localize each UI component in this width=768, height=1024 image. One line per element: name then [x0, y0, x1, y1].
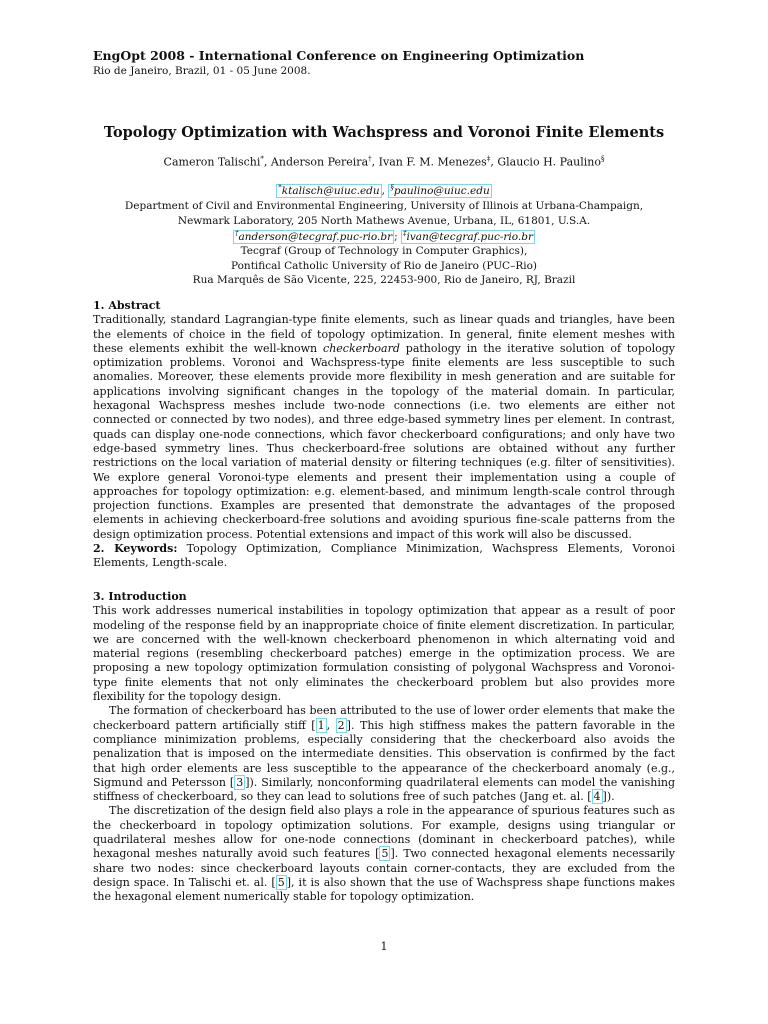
author-mark: ‡ [486, 155, 491, 163]
citation-link[interactable]: 5 [277, 875, 285, 889]
abstract-section [93, 299, 675, 571]
email-link[interactable]: *ktalisch@uiuc.edu [278, 183, 380, 197]
citation-link[interactable]: 5 [381, 847, 389, 861]
author-name: Anderson Pereira [270, 155, 369, 169]
introduction-section [93, 590, 675, 905]
affiliation-line: Rua Marquês de São Vicente, 225, 22453-900, Rio de Janeiro, RJ, Brazil [192, 274, 576, 286]
citation-link[interactable]: 2 [337, 718, 345, 732]
introduction-heading: 3. Introduction [93, 590, 187, 603]
intro-paragraph-1: This work addresses numerical instabilities in topology optimization that appear as a result of poor modeling of the response field by an inappropriate choice of finite element discretization. In particular, we are concerned with the well-known checkerboard phenomenon in which alternating void and material regions (resembling checkerboard patches) emerge in the optimization process. We are proposing a new topology optimization formulation consisting of polygonal Wachspress and Voronoi-type finite elements that not only eliminates the checkerboard problem but also provides more flexibility for the topology design. [93, 604, 675, 704]
intro-paragraph-3: The discretization of the design field also plays a role in the appearance of spurious features such as the checkerboard in topology optimization solutions. For example, designs using triangular or quadrilateral meshes allow for one-node connections (dominant in checkerboard patches), while hexagonal meshes naturally avoid such features [ 5 ]. Two connected hexagonal elements necessarily share two nodes: since checkerboard layouts contain corner-contacts, they are excluded from the design space. In Talischi et. al. [ 5 ], it is also shown that the use of Wachspress shape functions makes the hexagonal element numerically stable for topology optimization. [93, 804, 676, 904]
abstract-heading: 1. Abstract [93, 299, 161, 312]
intro-paragraph-2: The formation of checkerboard has been attributed to the use of lower order elements that make the checkerboard pattern artificially stiff [ 1 , 2 ]. This high stiffness makes the pattern favorable in the compliance minimization problems, especially considering that the checkerboard also avoids the penalization that is imposed on the intermediate densities. This observation is confirmed by the fact that high order elements are less susceptible to the appearance of the checkerboard anomaly (e.g., Sigmund and Petersson [ 3 ]). Similarly, nonconforming quadrilateral elements can model the vanishing stiffness of checkerboard, so they can lead to solutions free of such patches (Jang et. al. [ 4 ]). [93, 704, 675, 804]
author-list: Cameron Talischi*, Anderson Pereira†, Ivan F. M. Menezes‡, Glaucio H. Paulino§ [163, 155, 605, 169]
puc-emails: †anderson@tecgraf.puc-rio.br ; ‡ivan@tecgraf.puc-rio.br [235, 229, 533, 243]
citation-link[interactable]: 4 [593, 790, 601, 804]
abstract-body: Traditionally, standard Lagrangian-type finite elements, such as linear quads and triangles, have been the elements of choice in the field of topology optimization. In general, finite element meshes with these elements exhibit the well-known checkerboard pathology in the iterative solution of topology optimization problems. Voronoi and Wachspress-type finite elements are less susceptible to such anomalies. Moreover, these elements provide more flexibility in mesh generation and are suitable for applications involving significant changes in the topology of the material domain. In particular, hexagonal Wachspress meshes include two-node connections (i.e. two elements are either not connected or connected by two nodes), and three edge-based symmetry lines per element. In contrast, quads can display one-node connections, which favor checkerboard configurations; and only have two edge-based symmetry lines. Thus checkerboard-free solutions are obtained without any further restrictions on the local variation of material density or filtering techniques (e.g. filter of sensitivities). We explore general Voronoi-type elements and present their implementation using a couple of approaches for topology optimization: e.g. element-based, and minimum length-scale control through projection functions. Examples are presented that demonstrate the advantages of the proposed elements in achieving checkerboard-free solutions and avoiding spurious fine-scale patterns from the design optimization process. Potential extensions and impact of this work will also be discussed. [93, 313, 675, 541]
author-name: Glaucio H. Paulino [497, 155, 601, 169]
author-mark: § [600, 155, 605, 163]
keywords-paragraph [93, 542, 675, 571]
author-name: Ivan F. M. Menezes [378, 155, 487, 169]
keywords-text: Topology Optimization, Compliance Minimization, Wachspress Elements, Voronoi Elements, Length-scale. [93, 542, 675, 570]
email-link[interactable]: ‡ivan@tecgraf.puc-rio.br [403, 229, 533, 243]
conference-title: EngOpt 2008 - International Conference on Engineering Optimization [93, 48, 585, 63]
conference-location: Rio de Janeiro, Brazil, 01 - 05 June 2008. [93, 65, 311, 77]
page-number: 1 [380, 940, 388, 953]
author-mark: † [368, 155, 372, 163]
affiliation-line: Tecgraf (Group of Technology in Computer Graphics), [240, 245, 528, 257]
email-link[interactable]: †anderson@tecgraf.puc-rio.br [235, 229, 393, 243]
author-name: Cameron Talischi [163, 155, 261, 169]
affiliation-line: Department of Civil and Environmental Engineering, University of Illinois at Urbana-Champaign, [124, 200, 644, 212]
author-mark: * [260, 155, 264, 163]
keywords-heading: 2. Keywords: [93, 542, 178, 556]
affiliation-line: Newmark Laboratory, 205 North Mathews Avenue, Urbana, IL, 61801, U.S.A. [177, 215, 591, 227]
citation-link[interactable]: 3 [236, 775, 244, 789]
email-link[interactable]: §paulino@uiuc.edu [390, 183, 490, 197]
affiliation-line: Pontifical Catholic University of Rio de Janeiro (PUC–Rio) [230, 260, 538, 272]
uiuc-emails: *ktalisch@uiuc.edu , §paulino@uiuc.edu [278, 183, 490, 197]
paper-title: Topology Optimization with Wachspress and Voronoi Finite Elements [103, 124, 665, 141]
citation-link[interactable]: 1 [317, 718, 325, 732]
